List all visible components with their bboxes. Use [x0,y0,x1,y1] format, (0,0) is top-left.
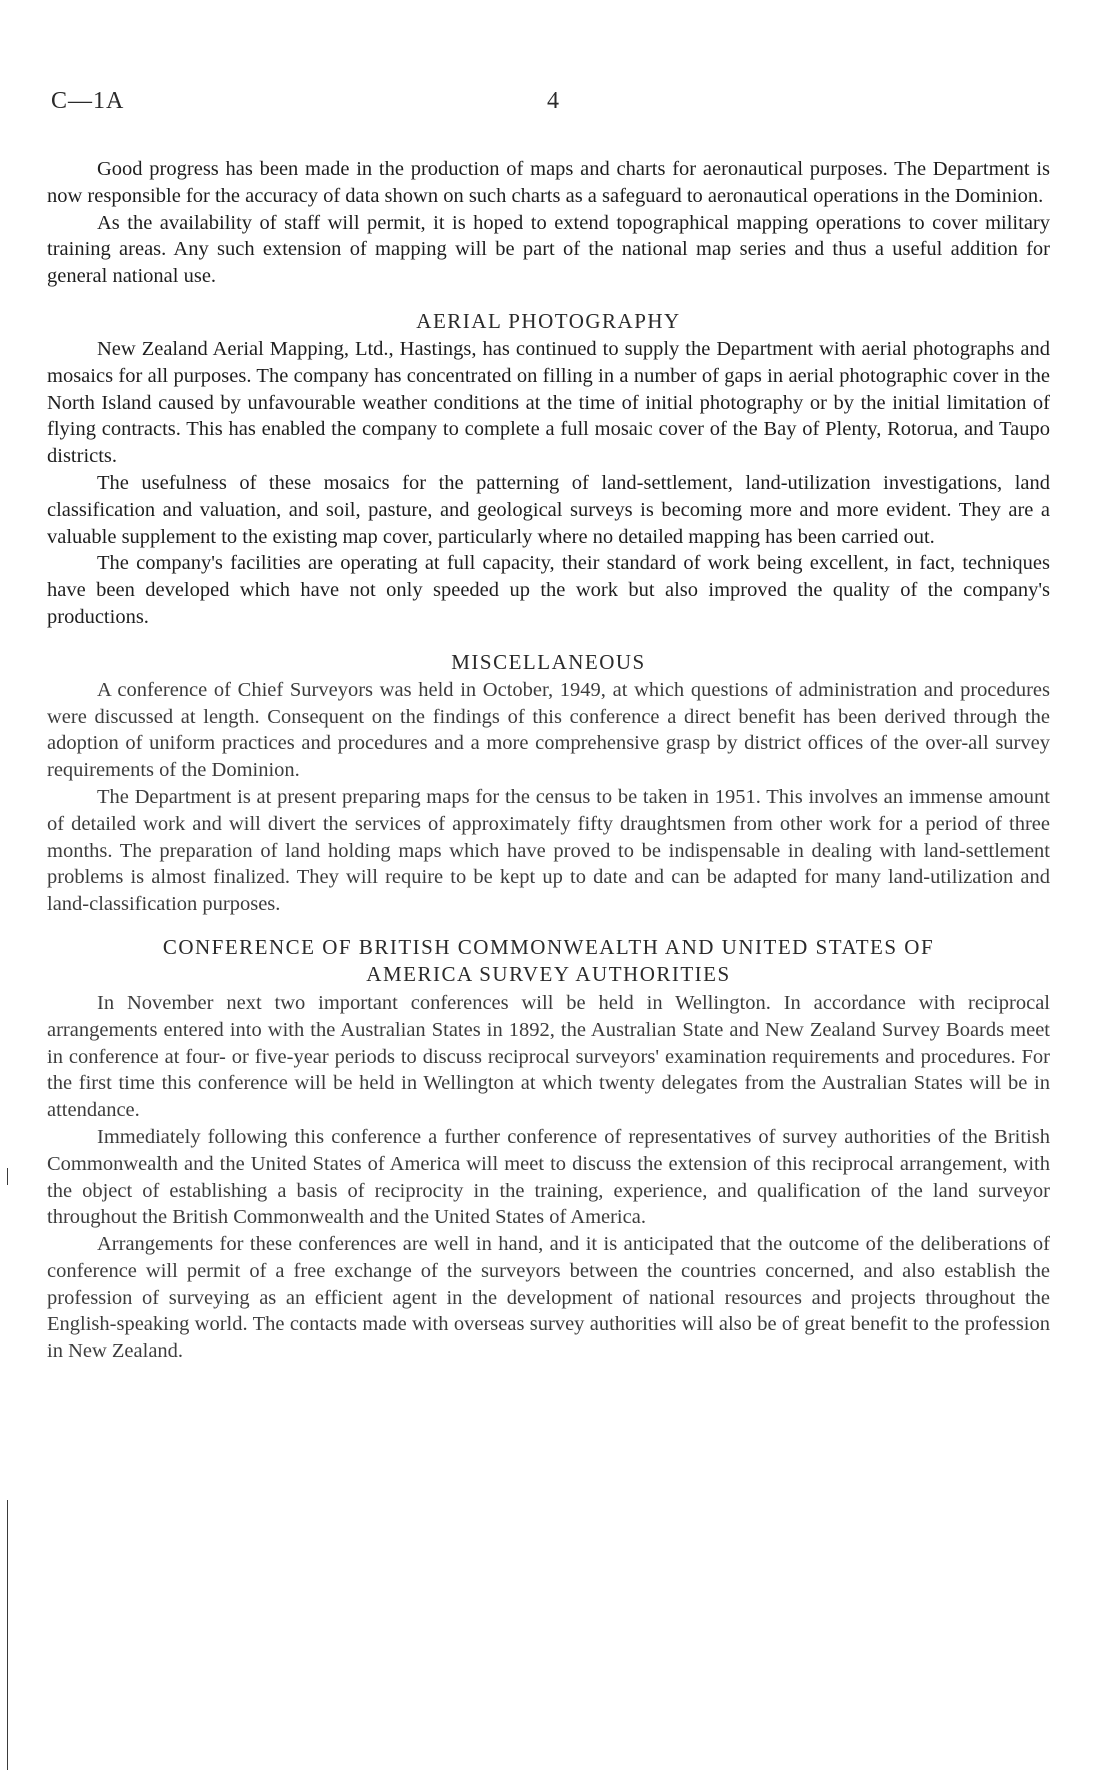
misc-paragraph-2: The Department is at present preparing maps for the census to be taken in 1951. This involves an immense amount of detailed work and will divert the services of approximately fifty draughtsmen from other work for a period of three months. The preparation of land holding maps which have proved to be indispensable in dealing with land-settlement problems is almost finalized. They will require to be kept up to date and can be adapted for many land-utilization and land-classification purposes. [47,785,1050,916]
margin-rule-lower [7,1500,8,1770]
page-number: 4 [547,88,559,114]
misc-paragraph-1: A conference of Chief Surveyors was held in October, 1949, at which questions of administration and procedures were discussed at length. Consequent on the findings of this conference a direct benefit has been derived through the adoption of uniform practices and procedures and a more comprehensive grasp by district offices of the over-all survey requirements of the Dominion. [47,678,1050,782]
margin-rule-upper [7,1168,8,1185]
aerial-paragraph-2: The usefulness of these mosaics for the patterning of land-settlement, land-utilization investigations, land classification and valuation, and soil, pasture, and geological surveys is becoming more and more evident. They are a valuable supplement to the existing map cover, particularly where no detailed mapping has been carried out. [47,471,1050,548]
conference-paragraph-2: Immediately following this conference a further conference of representatives of survey authorities of the British Commonwealth and the United States of America will meet to discuss the extension of this reciprocal arrangement, with the object of establishing a basis of reciprocity in the training, experience, and qualification of the land surveyor throughout the British Commonwealth and the United States of America. [47,1125,1050,1229]
document-page [47,88,1050,1365]
conference-paragraph-1: In November next two important conferences will be held in Wellington. In accordance with reciprocal arrangements entered into with the Australian States in 1892, the Australian State and New Zealand Survey Boards meet in conference at four- or five-year periods to discuss reciprocal surveyors' examination requirements and procedures. For the first time this conference will be held in Wellington at which twenty delegates from the Australian States will be in attendance. [47,991,1050,1122]
aerial-paragraph-1: New Zealand Aerial Mapping, Ltd., Hastings, has continued to supply the Department with aerial photographs and mosaics for all purposes. The company has concentrated on filling in a number of gaps in aerial photographic cover in the North Island caused by unfavourable weather conditions at the time of initial photography or by the initial limitation of flying contracts. This has enabled the company to complete a full mosaic cover of the Bay of Plenty, Rotorua, and Taupo districts. [47,337,1050,468]
document-reference: C—1A [51,88,125,114]
conference-paragraph-3: Arrangements for these conferences are well in hand, and it is anticipated that the outcome of the deliberations of conference will permit of a free exchange of the surveyors between the countries concerned, and also establish the profession of surveying as an efficient agent in the development of national resources and projects throughout the English-speaking world. The contacts made with overseas survey authorities will also be of great benefit to the profession in New Zealand. [47,1233,1050,1363]
section-heading-aerial-photography: AERIAL PHOTOGRAPHY [416,308,681,333]
section-heading-conference [47,934,1050,988]
conference-heading-line-2: AMERICA SURVEY AUTHORITIES [366,961,731,986]
conference-heading-line-1: CONFERENCE OF BRITISH COMMONWEALTH AND UNITED STATES OF [162,934,935,959]
intro-paragraph-2: As the availability of staff will permit, it is hoped to extend topographical mapping operations to cover military training areas. Any such extension of mapping will be part of the national map series and thus a useful addition for general national use. [47,211,1050,288]
page-body [47,156,1050,1365]
intro-paragraph-1: Good progress has been made in the production of maps and charts for aeronautical purposes. The Department is now responsible for the accuracy of data shown on such charts as a safeguard to aeronautical operations in the Dominion. [47,158,1050,207]
section-heading-miscellaneous: MISCELLANEOUS [451,649,646,674]
aerial-paragraph-3: The company's facilities are operating at full capacity, their standard of work being excellent, in fact, techniques have been developed which have not only speeded up the work but also improved the quality of the company's productions. [47,552,1050,628]
running-header [47,88,1050,118]
